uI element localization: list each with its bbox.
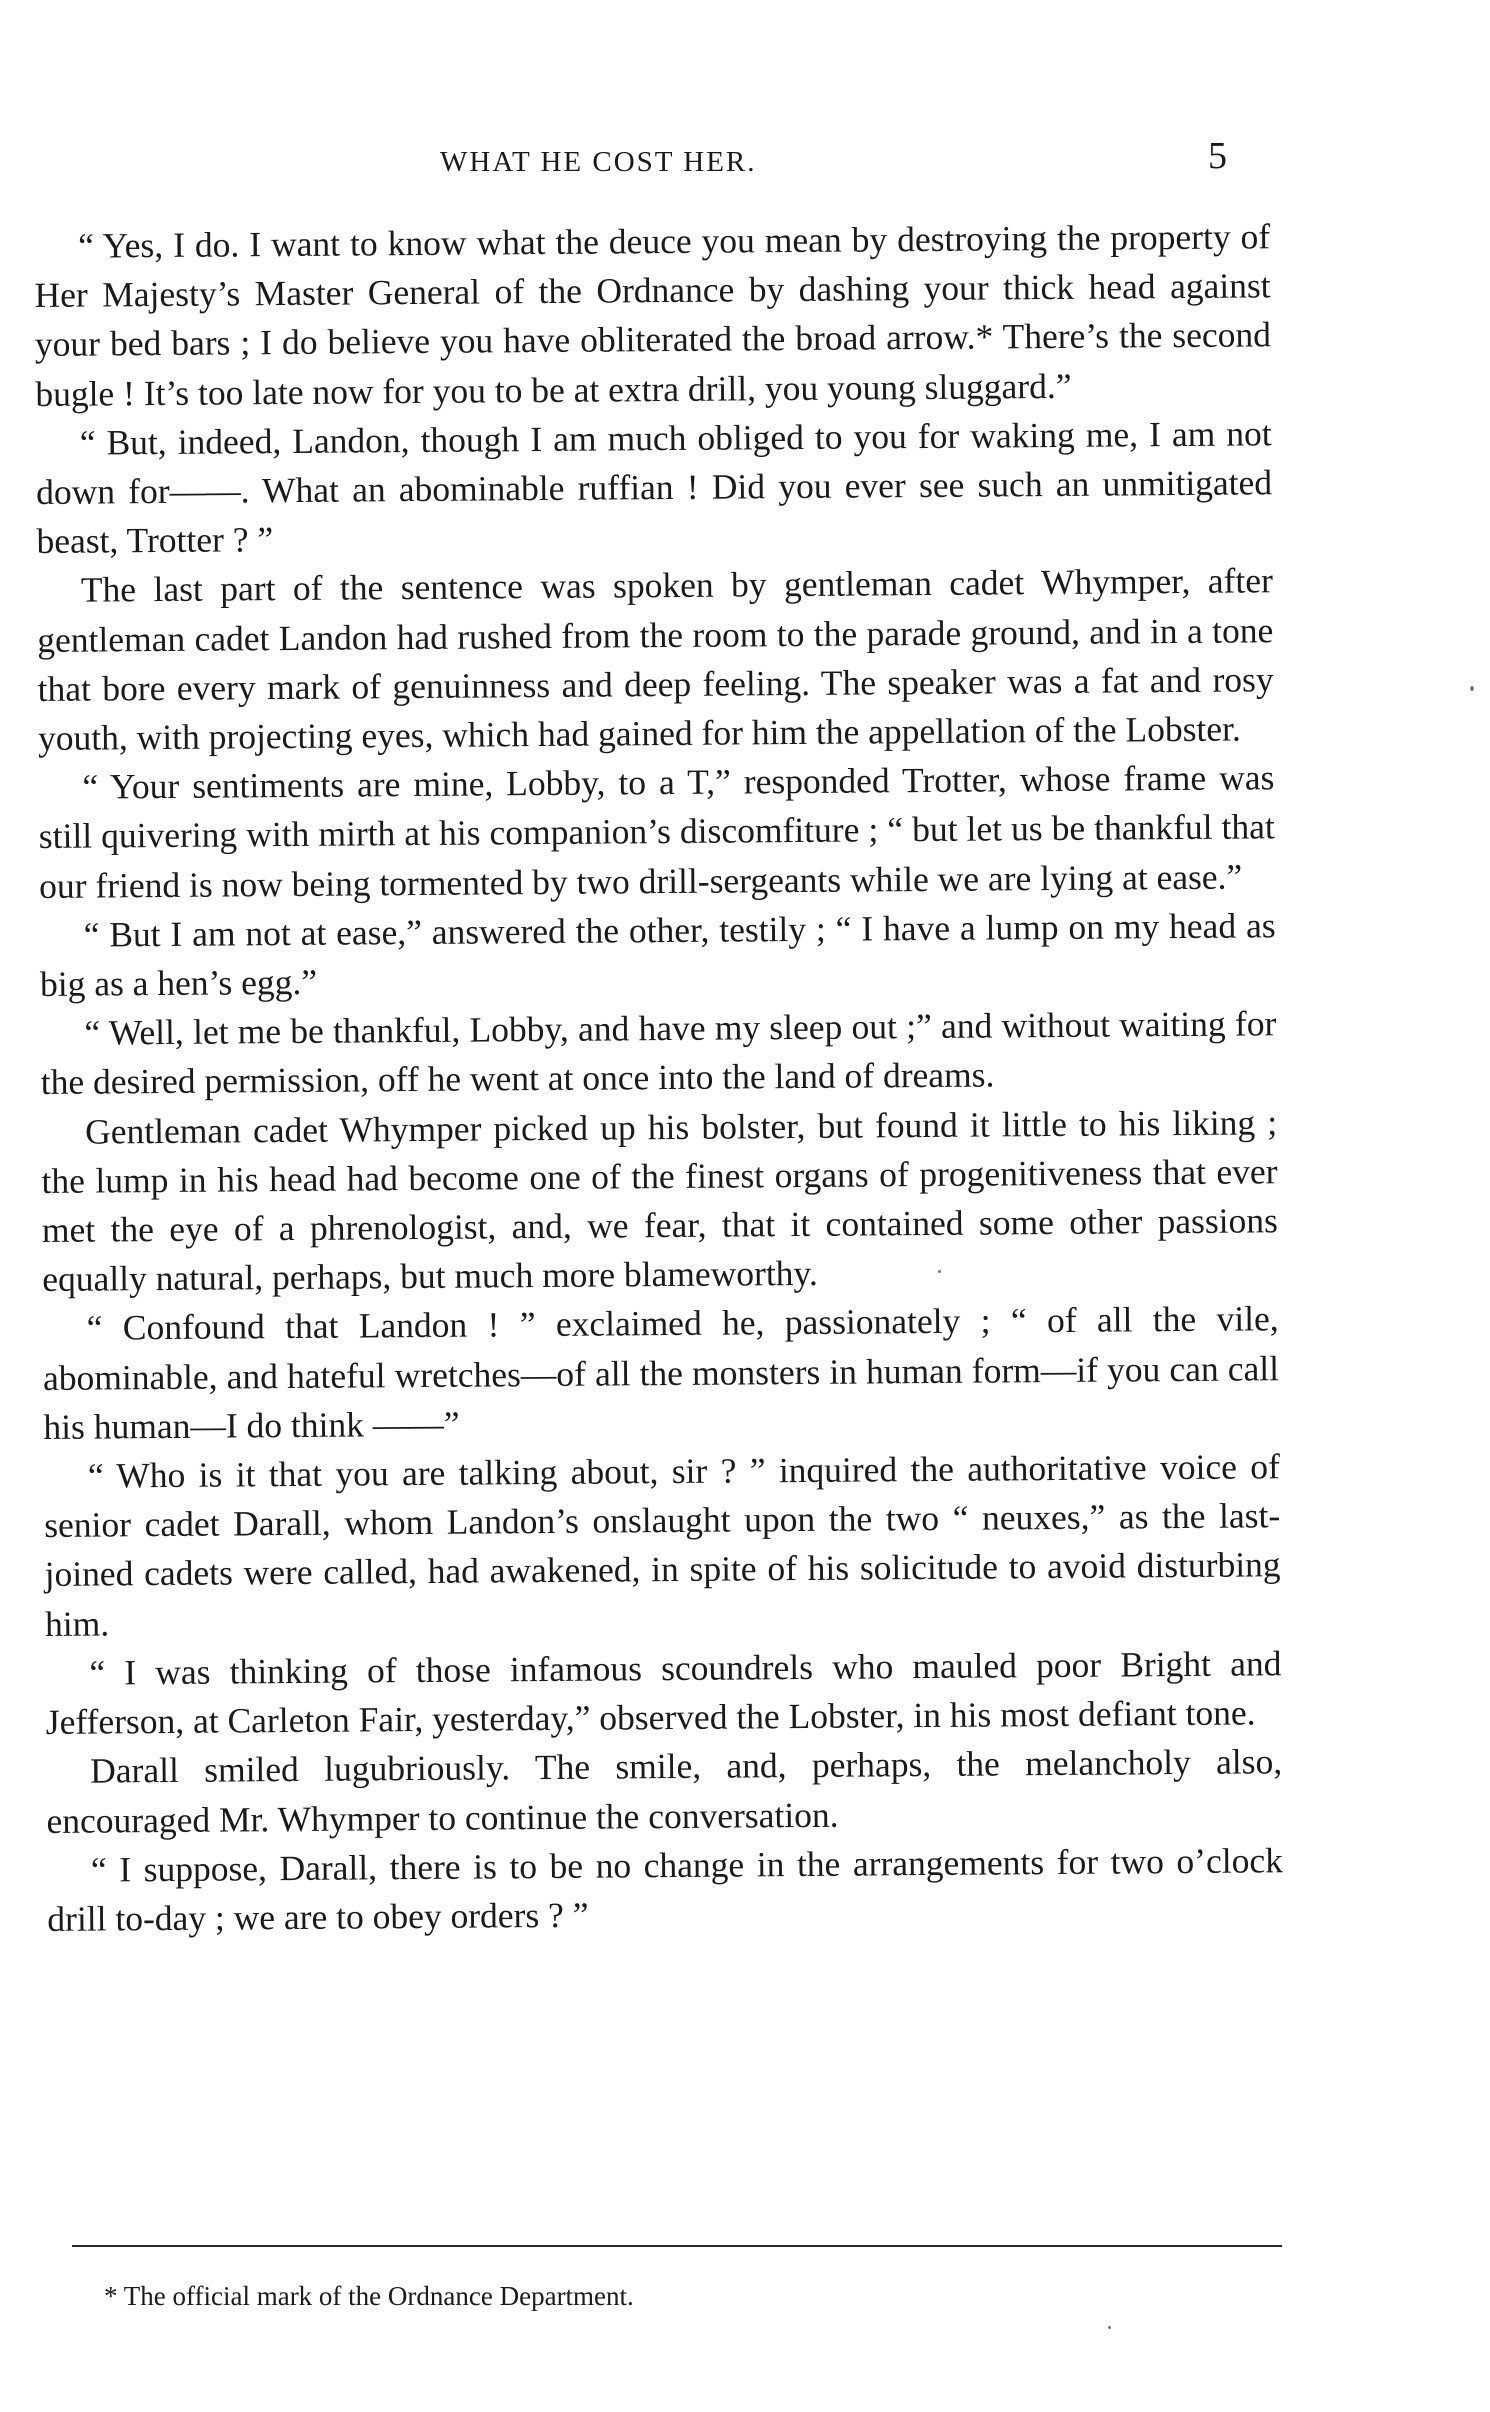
body-text bbox=[34, 212, 1283, 1944]
running-head bbox=[0, 135, 1490, 184]
paragraph: “ But, indeed, Landon, though I am much obliged to you for waking me, I am not down for——. What an abominable ruffian ! Did you ever see such an unmitigated beast, Trotter ? ” bbox=[35, 413, 1273, 562]
footnote: * The official mark of the Ordnance Department. bbox=[104, 2281, 634, 2311]
paragraph: “ Well, let me be thankful, Lobby, and have my sleep out ;” and without waiting for the desired permission, off he went at once into the land of dreams. bbox=[40, 1003, 1277, 1103]
paragraph: “ Yes, I do. I want to know what the deuce you mean by destroying the property of Her Majesty’s Master General of the Ordnance by dashing your thick head against your bed bars ; I do believe you have obliterated the broad arrow.* There’s the second bugle ! It’s too late now for you to be at extra drill, you young sluggard.” bbox=[34, 216, 1272, 414]
paragraph: “ Confound that Landon ! ” exclaimed he, passionately ; “ of all the vile, abominable, and hateful wretches—of all the monsters in human form—if you can call his human—I do think ——” bbox=[42, 1298, 1280, 1447]
running-title: WHAT HE COST HER. bbox=[440, 146, 757, 178]
paragraph: “ Your sentiments are mine, Lobby, to a T,” responded Trotter, whose frame was still quivering with mirth at his companion’s discomfiture ; “ but let us be thankful that our friend is now being tormented by two drill-sergeants while we are lying at ease.” bbox=[38, 757, 1275, 906]
paragraph: The last part of the sentence was spoken by gentleman cadet Whymper, after gentleman cadet Landon had rushed from the room to the parade ground, and in a tone that bore every mark of genuinness and deep feeling. The speaker was a fat and rosy youth, with projecting eyes, which had gained for him the appellation of the Lobster. bbox=[37, 560, 1274, 759]
paragraph: Gentleman cadet Whymper picked up his bolster, but found it little to his liking ; the lump in his head had become one of the finest organs of progenitiveness that ever met the eye of a phrenologist, and, we fear, that it contained some other passions equally natural, perhaps, but much more blameworthy. bbox=[41, 1101, 1279, 1300]
paragraph: Darall smiled lugubriously. The smile, and, perhaps, the melancholy also, encouraged Mr. Whymper to continue the conversation. bbox=[46, 1741, 1283, 1841]
paragraph: “ Who is it that you are talking about, sir ? ” inquired the authoritative voice of senior cadet Darall, whom Landon’s onslaught upon the two “ neuxes,” as the last-joined cadets were called, had awakened, in spite of his solicitude to avoid disturbing him. bbox=[44, 1446, 1281, 1644]
paragraph: “ I was thinking of those infamous scoundrels who mauled poor Bright and Jefferson, at Carleton Fair, yesterday,” observed the Lobster, in his most defiant tone. bbox=[45, 1643, 1282, 1743]
footnote-rule bbox=[72, 2245, 1282, 2247]
paragraph: “ But I am not at ease,” answered the other, testily ; “ I have a lump on my head as big as a hen’s egg.” bbox=[39, 905, 1276, 1005]
paragraph: “ I suppose, Darall, there is to be no change in the arrangements for two o’clock drill to-day ; we are to obey orders ? ” bbox=[47, 1839, 1284, 1939]
page-number: 5 bbox=[1208, 135, 1227, 177]
